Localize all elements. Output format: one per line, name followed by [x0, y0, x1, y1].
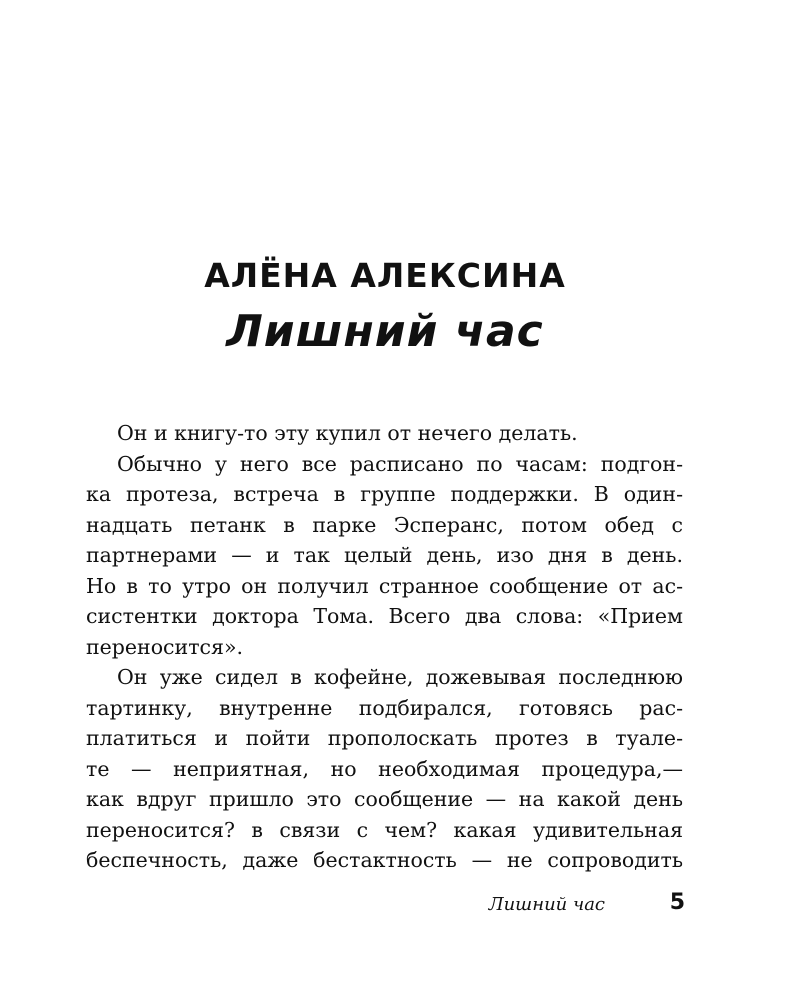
text-line: ка протеза, встреча в группе поддержки. В один- [86, 482, 683, 506]
text-line: как вдруг пришло это сообщение — на какой день [86, 787, 683, 811]
text-line: платиться и пойти прополоскать протез в туале- [86, 726, 683, 750]
text-line: Но в то утро он получил странное сообщение от ас- [86, 573, 683, 598]
running-title: Лишний час [488, 894, 605, 915]
paragraph-1 [86, 418, 683, 449]
paragraph-3 [86, 662, 683, 876]
body-text [86, 418, 683, 876]
text-line: партнерами — и так целый день, изо дня в день. [86, 543, 683, 567]
page-number: 5 [669, 890, 685, 915]
text-line: тартинку, внутренне подбирался, готовясь рас- [86, 695, 683, 720]
author-name: АЛЁНА АЛЕКСИНА [204, 256, 566, 295]
text-line: переносится? в связи с чем? какая удивительная [86, 817, 683, 842]
book-title: Лишний час [226, 306, 544, 357]
text-line: Он уже сидел в кофейне, дожевывая последнюю [117, 665, 683, 689]
text-line: систентки доктора Тома. Всего два слова: «Прием [86, 604, 683, 628]
paragraph-2 [86, 449, 683, 663]
text-line: переносится». [86, 634, 244, 659]
text-line: те — неприятная, но необходимая процедура,— [86, 756, 683, 781]
text-line: Обычно у него все расписано по часам: подгон- [117, 451, 683, 476]
text-line: беспечность, даже бестактность — не сопроводить [86, 848, 683, 872]
text-line: Он и книгу-то эту купил от нечего делать. [117, 421, 578, 445]
text-line: надцать петанк в парке Эсперанс, потом обед с [86, 512, 683, 537]
